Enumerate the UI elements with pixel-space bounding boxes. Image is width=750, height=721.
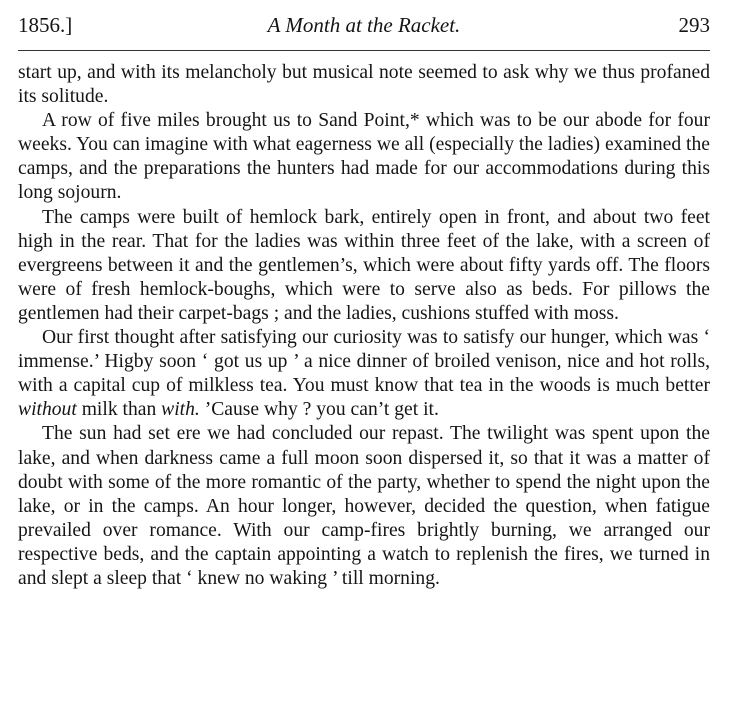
paragraph-4 bbox=[18, 326, 710, 422]
header-title: A Month at the Racket. bbox=[267, 13, 461, 37]
paragraph-4-text-c: ’Cause why ? you can’t get it. bbox=[199, 399, 439, 421]
paragraph-3: The camps were built of hemlock bark, entirely open in front, and about two feet high in the rear. That for the ladies was within three feet of the lake, with a screen of evergreens between it and the gentlemen’s, which were about fifty yards off. The floors were of fresh hemlock-boughs, which were to serve also as beds. For pillows the gentlemen had their carpet-bags ; and the ladies, cushions stuffed with moss. bbox=[18, 206, 710, 324]
paragraph-4-text-a: Our first thought after satisfying our curiosity was to satisfy our hunger, which was ‘ immense.’ Higby soon ‘ got us up ’ a nice dinner of broiled venison, nice and hot rolls, with a capital cup of milkless tea. You must know that tea in the woods is much better bbox=[18, 327, 710, 397]
paragraph-2: A row of five miles brought us to Sand Point,* which was to be our abode for four weeks. You can imagine with what eagerness we all (especially the ladies) examined the camps, and the preparations the hunters had made for our accommodations during this long sojourn. bbox=[18, 110, 710, 204]
page-number: 293 bbox=[678, 13, 710, 37]
emphasis-with: with. bbox=[161, 399, 200, 421]
paragraph-1: start up, and with its melancholy but musical note seemed to ask why we thus profaned its solitude. bbox=[18, 62, 710, 108]
paragraph-4-text-b: milk than bbox=[76, 399, 162, 421]
emphasis-without: without bbox=[18, 399, 77, 421]
header-rule bbox=[18, 50, 710, 51]
paragraph-5: The sun had set ere we had concluded our repast. The twilight was spent upon the lake, and when darkness came a full moon soon dispersed it, so that it was a matter of doubt with some of the more romantic of the party, whether to spend the night upon the lake, or in the camps. An hour longer, however, decided the question, when fatigue prevailed over romance. With our camp-fires brightly burning, we arranged our respective beds, and the captain appointing a watch to replenish the fires, we turned in and slept a sleep that ‘ knew no waking ’ till morning. bbox=[18, 423, 710, 589]
running-head bbox=[18, 10, 710, 40]
body-text bbox=[18, 61, 710, 591]
header-year: 1856.] bbox=[18, 13, 73, 37]
